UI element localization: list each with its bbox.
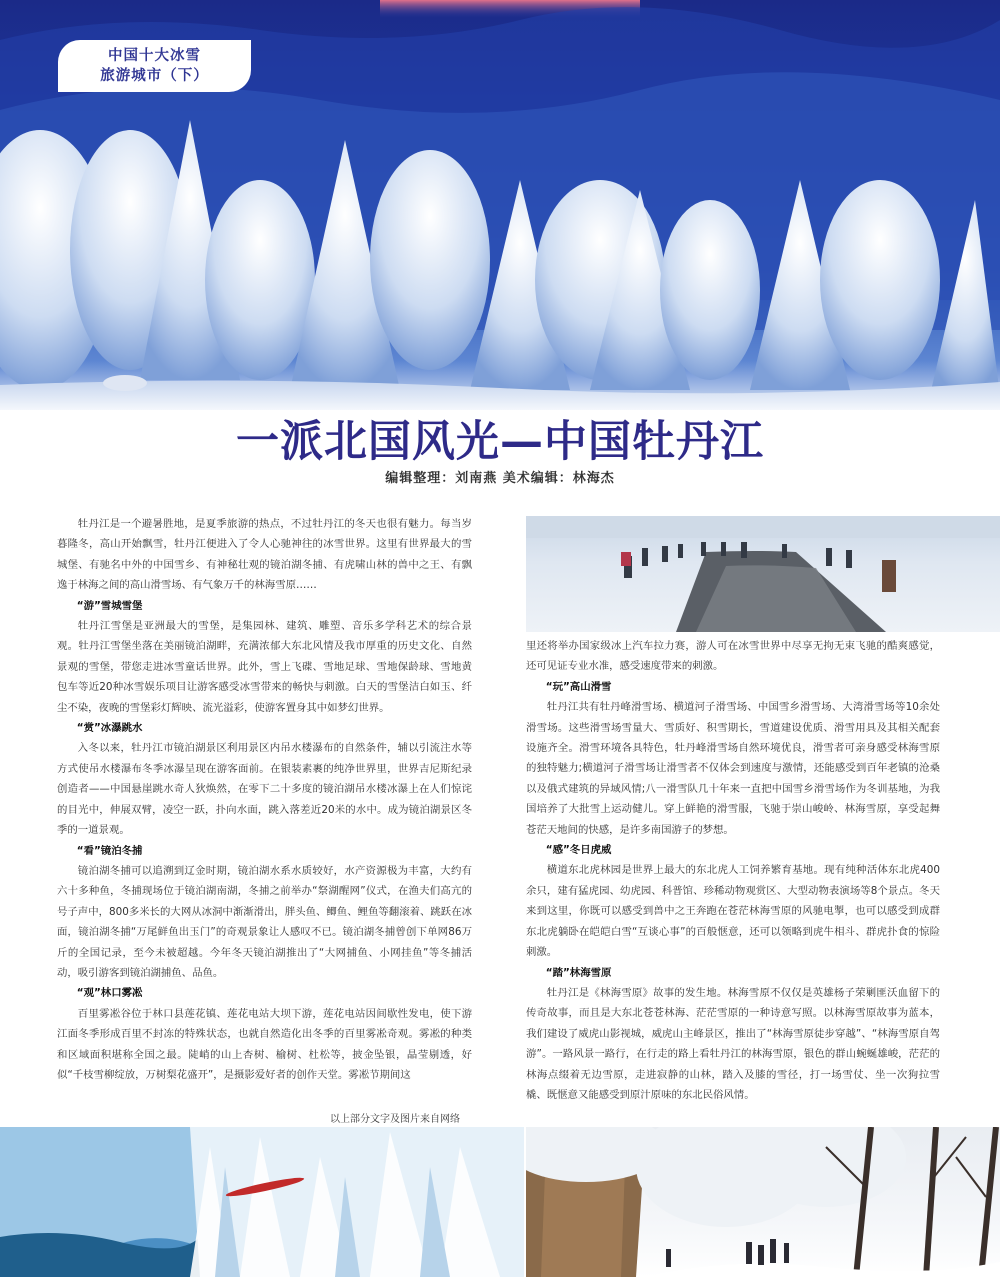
source-note: 以上部分文字及图片来自网络	[330, 1114, 460, 1125]
section-heading-rime: “观”林口雾凇	[76, 987, 143, 1000]
fishing-net-image	[526, 516, 1000, 632]
section-text-rime: 百里雾凇谷位于林口县莲花镇、莲花电站大坝下游，莲花电站因间歇性发电，使下游江面冬季形成百里不封冻的特殊状态，也就自然造化出冬季的百里雾凇奇观。雾凇的种类和区域面积堪称全国之最。陡峭的山上杏树、榆树、杜松等，披金坠银，晶莹剔透，好似“千枝雪柳绽放，万树梨花盛开”，是摄影爱好者的创作天堂。雾凇节期间这	[57, 1007, 472, 1081]
right-text-column	[526, 636, 940, 1105]
hero-photo	[0, 0, 1000, 410]
badge-line-1: 中国十大冰雪	[108, 48, 201, 64]
section-badge	[58, 40, 251, 92]
article-title: 一派北国风光—中国牡丹江	[236, 417, 764, 467]
badge-line-2: 旅游城市（下）	[100, 68, 209, 84]
section-text-winter-fishing: 镜泊湖冬捕可以追溯到辽金时期，镜泊湖水系水质较好，水产资源极为丰富，大约有六十多种鱼，冬捕现场位于镜泊湖南湖，冬捕之前举办“祭湖醒网”仪式，在渔夫们高亢的号子声中，800多米长的大网从冰洞中渐渐滑出，胖头鱼、鲫鱼、鲤鱼等翻滚着、跳跃在冰面，镜泊湖冬捕“万尾鲜鱼出玉门”的奇观景象让人感叹不已。镜泊湖冬捕曾创下单网86万斤的全国记录，至今未被超越。今年冬天镜泊湖推出了“大网捕鱼、小网挂鱼”等冬捕活动，吸引游客到镜泊湖捕鱼、品鱼。	[57, 864, 472, 979]
section-text-forest-snowfield: 牡丹江是《林海雪原》故事的发生地。林海雪原不仅仅是英雄杨子荣剿匪沃血留下的传奇故事，而且是大东北苍苍林海、茫茫雪原的一种诗意写照。以林海雪原故事为蓝本，我们建设了威虎山影视城，威虎山主峰景区，推出了“林海雪原徒步穿越”、“林海雪原自驾游”。一路风景一路行，在行走的路上看牡丹江的林海雪原，银色的群山蜿蜒雄峻，茫茫的林海点缀着无边雪原，走进寂静的山林，踏入及膝的雪径，打一场雪仗、坐一次狗拉雪橇、既惬意又能感受到原汁原味的东北民俗风情。	[526, 986, 940, 1101]
section-heading-ice-waterfall: “赏”冰瀑跳水	[76, 722, 143, 735]
section-heading-forest-snowfield: “踏”林海雪原	[545, 966, 612, 979]
section-heading-snow-castle: “游”雪城雪堡	[76, 599, 143, 612]
ice-dive-image	[0, 1127, 524, 1277]
section-heading-tiger: “感”冬日虎威	[545, 844, 612, 857]
ice-waterfall-photo	[0, 1127, 524, 1277]
section-text-snow-castle: 牡丹江雪堡是亚洲最大的雪堡，是集园林、建筑、雕塑、音乐多学科艺术的综合景观。牡丹江雪堡坐落在美丽镜泊湖畔，充满浓郁大东北风情及我市厚重的历史文化、自然景观的雪堡，带您走进冰雪童话世界。此外，雪上飞碟、雪地足球、雪地保龄球、雪地黄包车等近20种冰雪娱乐项目让游客感受冰雪带来的畅快与刺激。白天的雪堡洁白如玉、纤尘不染，夜晚的雪堡彩灯辉映、流光溢彩，使游客置身其中如梦幻世界。	[57, 620, 472, 714]
rime-forest-photo	[526, 1127, 1000, 1277]
rime-trees-image	[526, 1127, 1000, 1277]
continued-paragraph: 里还将举办国家级冰上汽车拉力赛，游人可在冰雪世界中尽享无拘无束飞驰的酷爽感觉，还可见证专业水准，感受速度带来的刺激。	[526, 640, 940, 673]
section-text-skiing: 牡丹江共有牡丹峰滑雪场、横道河子滑雪场、中国雪乡滑雪场、大湾滑雪场等10余处滑雪场。这些滑雪场雪量大、雪质好、积雪期长，雪道建设优质、滑雪用具及其相关配套设施齐全。滑雪环境各具特色，牡丹峰滑雪场自然环境优良，滑雪者可亲身感受林海雪原的独特魅力;横道河子滑雪场让滑雪者不仅体会到速度与激情，还能感受到百年老镇的沧桑以及俄式建筑的异域风情;八一滑雪队几十年来一直把中国雪乡滑雪场作为冬训基地，为我国培养了大批雪上运动健儿。穿上鲜艳的滑雪服，飞驰于崇山峻岭、林海雪原，享受起舞苍茫天地间的快感，是许多南国游子的梦想。	[526, 701, 940, 836]
section-text-ice-waterfall: 入冬以来，牡丹江市镜泊湖景区利用景区内吊水楼瀑布的自然条件，辅以引流注水等方式使吊水楼瀑布冬季冰瀑呈现在游客面前。在银装素裹的纯净世界里，世界吉尼斯纪录创造者——中国悬崖跳水奇人狄焕然，在零下二十多度的镜泊湖吊水楼冰瀑上在人们惊诧的目光中，伸展双臂，凌空一跃，扑向水面，跳入落差近20米的水中。成为镜泊湖景区冬季的一道景观。	[57, 742, 472, 837]
section-text-tiger: 横道东北虎林园是世界上最大的东北虎人工饲养繁育基地。现有纯种活体东北虎400余只，建有猛虎园、幼虎园、科普馆、珍稀动物观赏区、大型动物表演场等8个景点。冬天来到这里，你既可以感受到兽中之王奔跑在苍茫林海雪原的风驰电掣，也可以感受到成群东北虎躺卧在皑皑白雪“互谈心事”的百般惬意，还可以领略到虎牛相斗、群虎扑食的惊险刺激。	[526, 864, 940, 959]
section-heading-skiing: “玩”高山滑雪	[545, 680, 612, 693]
editor-credit: 编辑整理：刘南燕 美术编辑：林海杰	[385, 471, 615, 486]
winter-fishing-photo	[526, 516, 1000, 632]
section-heading-winter-fishing: “看”镜泊冬捕	[76, 844, 143, 857]
intro-paragraph: 牡丹江是一个避暑胜地，是夏季旅游的热点，不过牡丹江的冬天也很有魅力。每当岁暮隆冬，高山开始飘雪，牡丹江便进入了令人心驰神往的冰雪世界。这里有世界最大的雪城堡、有驰名中外的中国雪乡、有神秘壮观的镜泊湖冬捕、有虎啸山林的兽中之王、有飘逸于林海之间的高山滑雪场、有气象万千的林海雪原……	[57, 518, 472, 592]
left-text-column	[57, 514, 472, 1085]
